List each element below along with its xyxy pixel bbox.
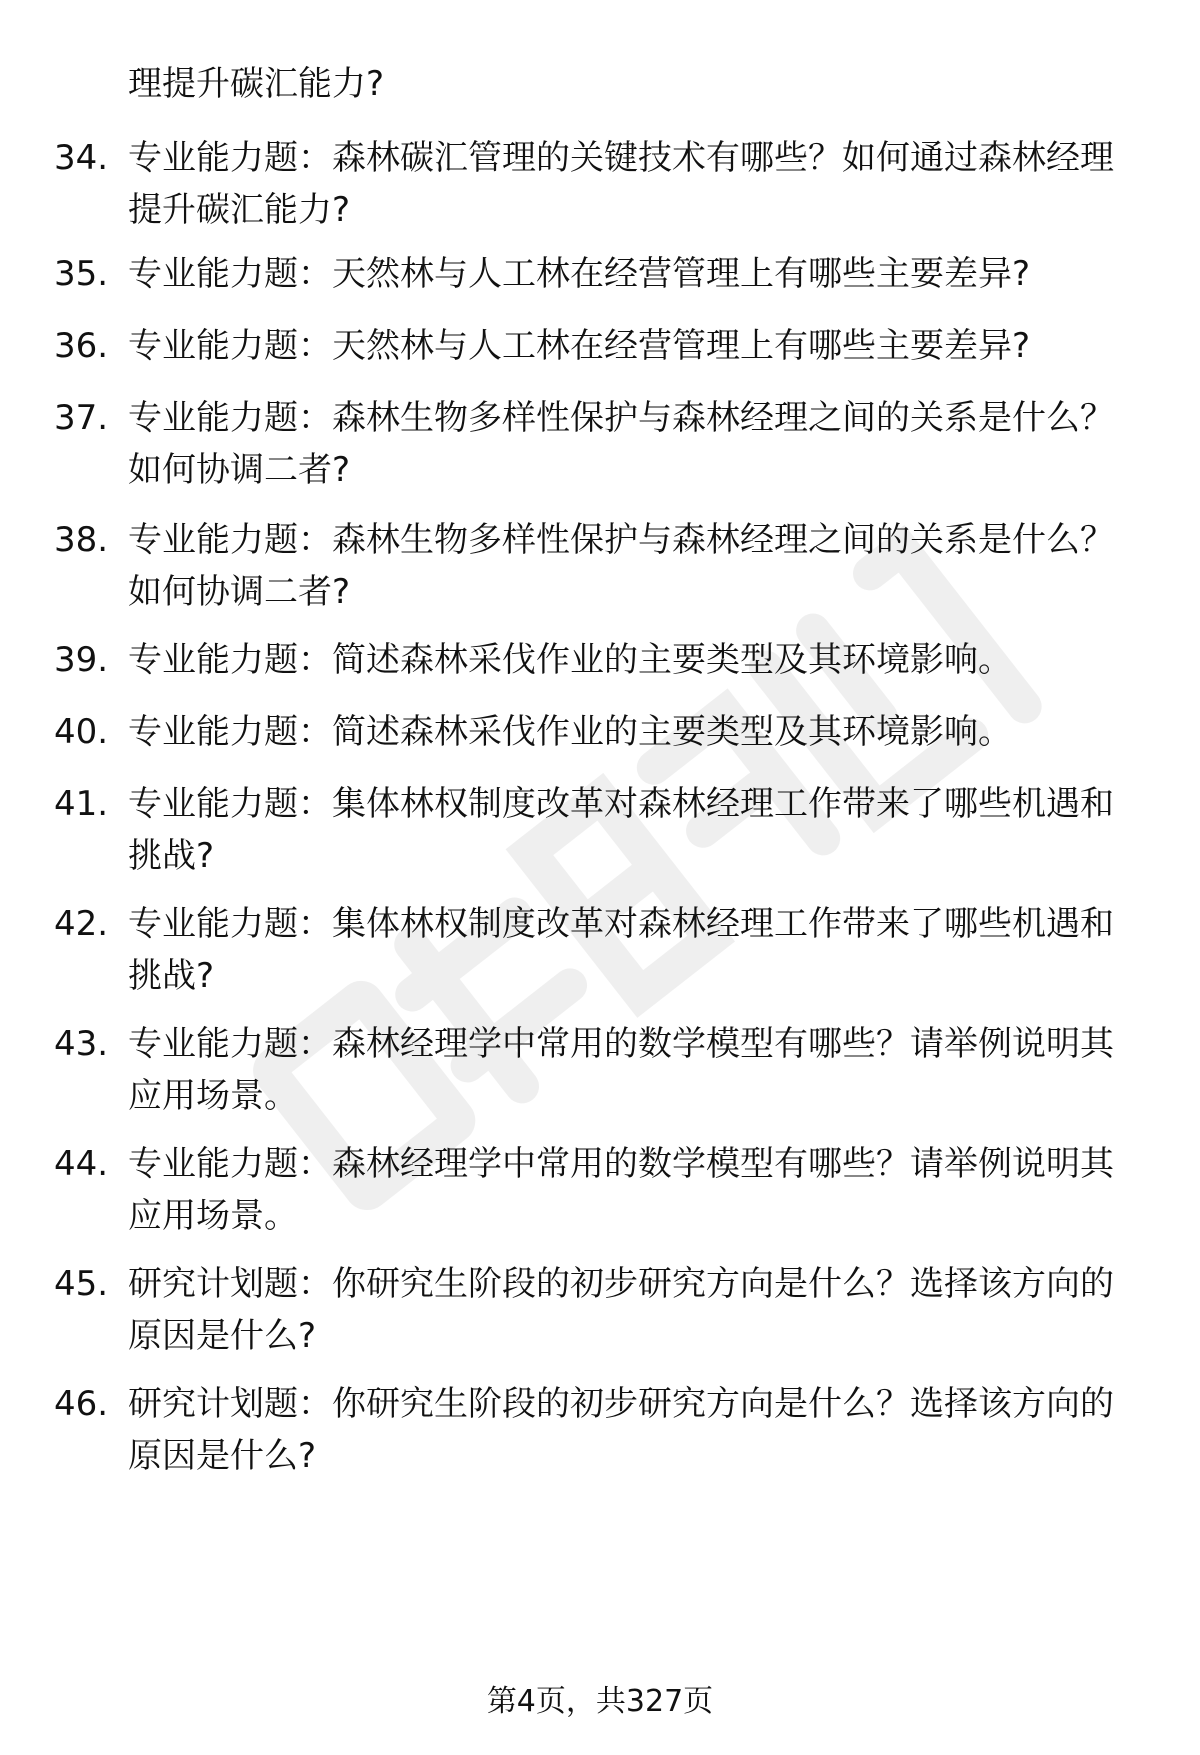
question-text: 专业能力题：森林生物多样性保护与森林经理之间的关系是什么？如何协调二者? xyxy=(128,398,1114,490)
question-text: 专业能力题：森林碳汇管理的关键技术有哪些？如何通过森林经理提升碳汇能力? xyxy=(128,138,1114,230)
question-number: 34. xyxy=(54,138,109,178)
question-text: 研究计划题：你研究生阶段的初步研究方向是什么？选择该方向的原因是什么? xyxy=(128,1384,1114,1476)
page-number-label: 第4页，共327页 xyxy=(486,1684,714,1719)
question-text: 专业能力题：简述森林采伐作业的主要类型及其环境影响。 xyxy=(128,712,1012,752)
question-text: 专业能力题：天然林与人工林在经营管理上有哪些主要差异? xyxy=(128,254,1031,294)
question-text: 专业能力题：天然林与人工林在经营管理上有哪些主要差异? xyxy=(128,326,1031,366)
question-text: 专业能力题：简述森林采伐作业的主要类型及其环境影响。 xyxy=(128,640,1012,680)
question-number: 43. xyxy=(54,1024,109,1064)
question-number: 39. xyxy=(54,640,109,680)
question-text: 专业能力题：森林经理学中常用的数学模型有哪些？请举例说明其应用场景。 xyxy=(128,1144,1114,1236)
question-text: 专业能力题：森林生物多样性保护与森林经理之间的关系是什么？如何协调二者? xyxy=(128,520,1114,612)
question-number: 37. xyxy=(54,398,109,438)
question-number: 45. xyxy=(54,1264,109,1304)
question-number: 36. xyxy=(54,326,109,366)
question-number: 38. xyxy=(54,520,109,560)
page-footer xyxy=(0,1680,1200,1724)
continuation-text: 理提升碳汇能力? xyxy=(128,64,385,104)
question-number: 40. xyxy=(54,712,109,752)
question-number: 35. xyxy=(54,254,109,294)
question-number: 46. xyxy=(54,1384,109,1424)
question-number: 41. xyxy=(54,784,109,824)
question-text: 专业能力题：集体林权制度改革对森林经理工作带来了哪些机遇和挑战? xyxy=(128,904,1114,996)
question-number: 44. xyxy=(54,1144,109,1184)
question-text: 专业能力题：集体林权制度改革对森林经理工作带来了哪些机遇和挑战? xyxy=(128,784,1114,876)
question-text: 研究计划题：你研究生阶段的初步研究方向是什么？选择该方向的原因是什么? xyxy=(128,1264,1114,1356)
question-number: 42. xyxy=(54,904,109,944)
question-text: 专业能力题：森林经理学中常用的数学模型有哪些？请举例说明其应用场景。 xyxy=(128,1024,1114,1116)
